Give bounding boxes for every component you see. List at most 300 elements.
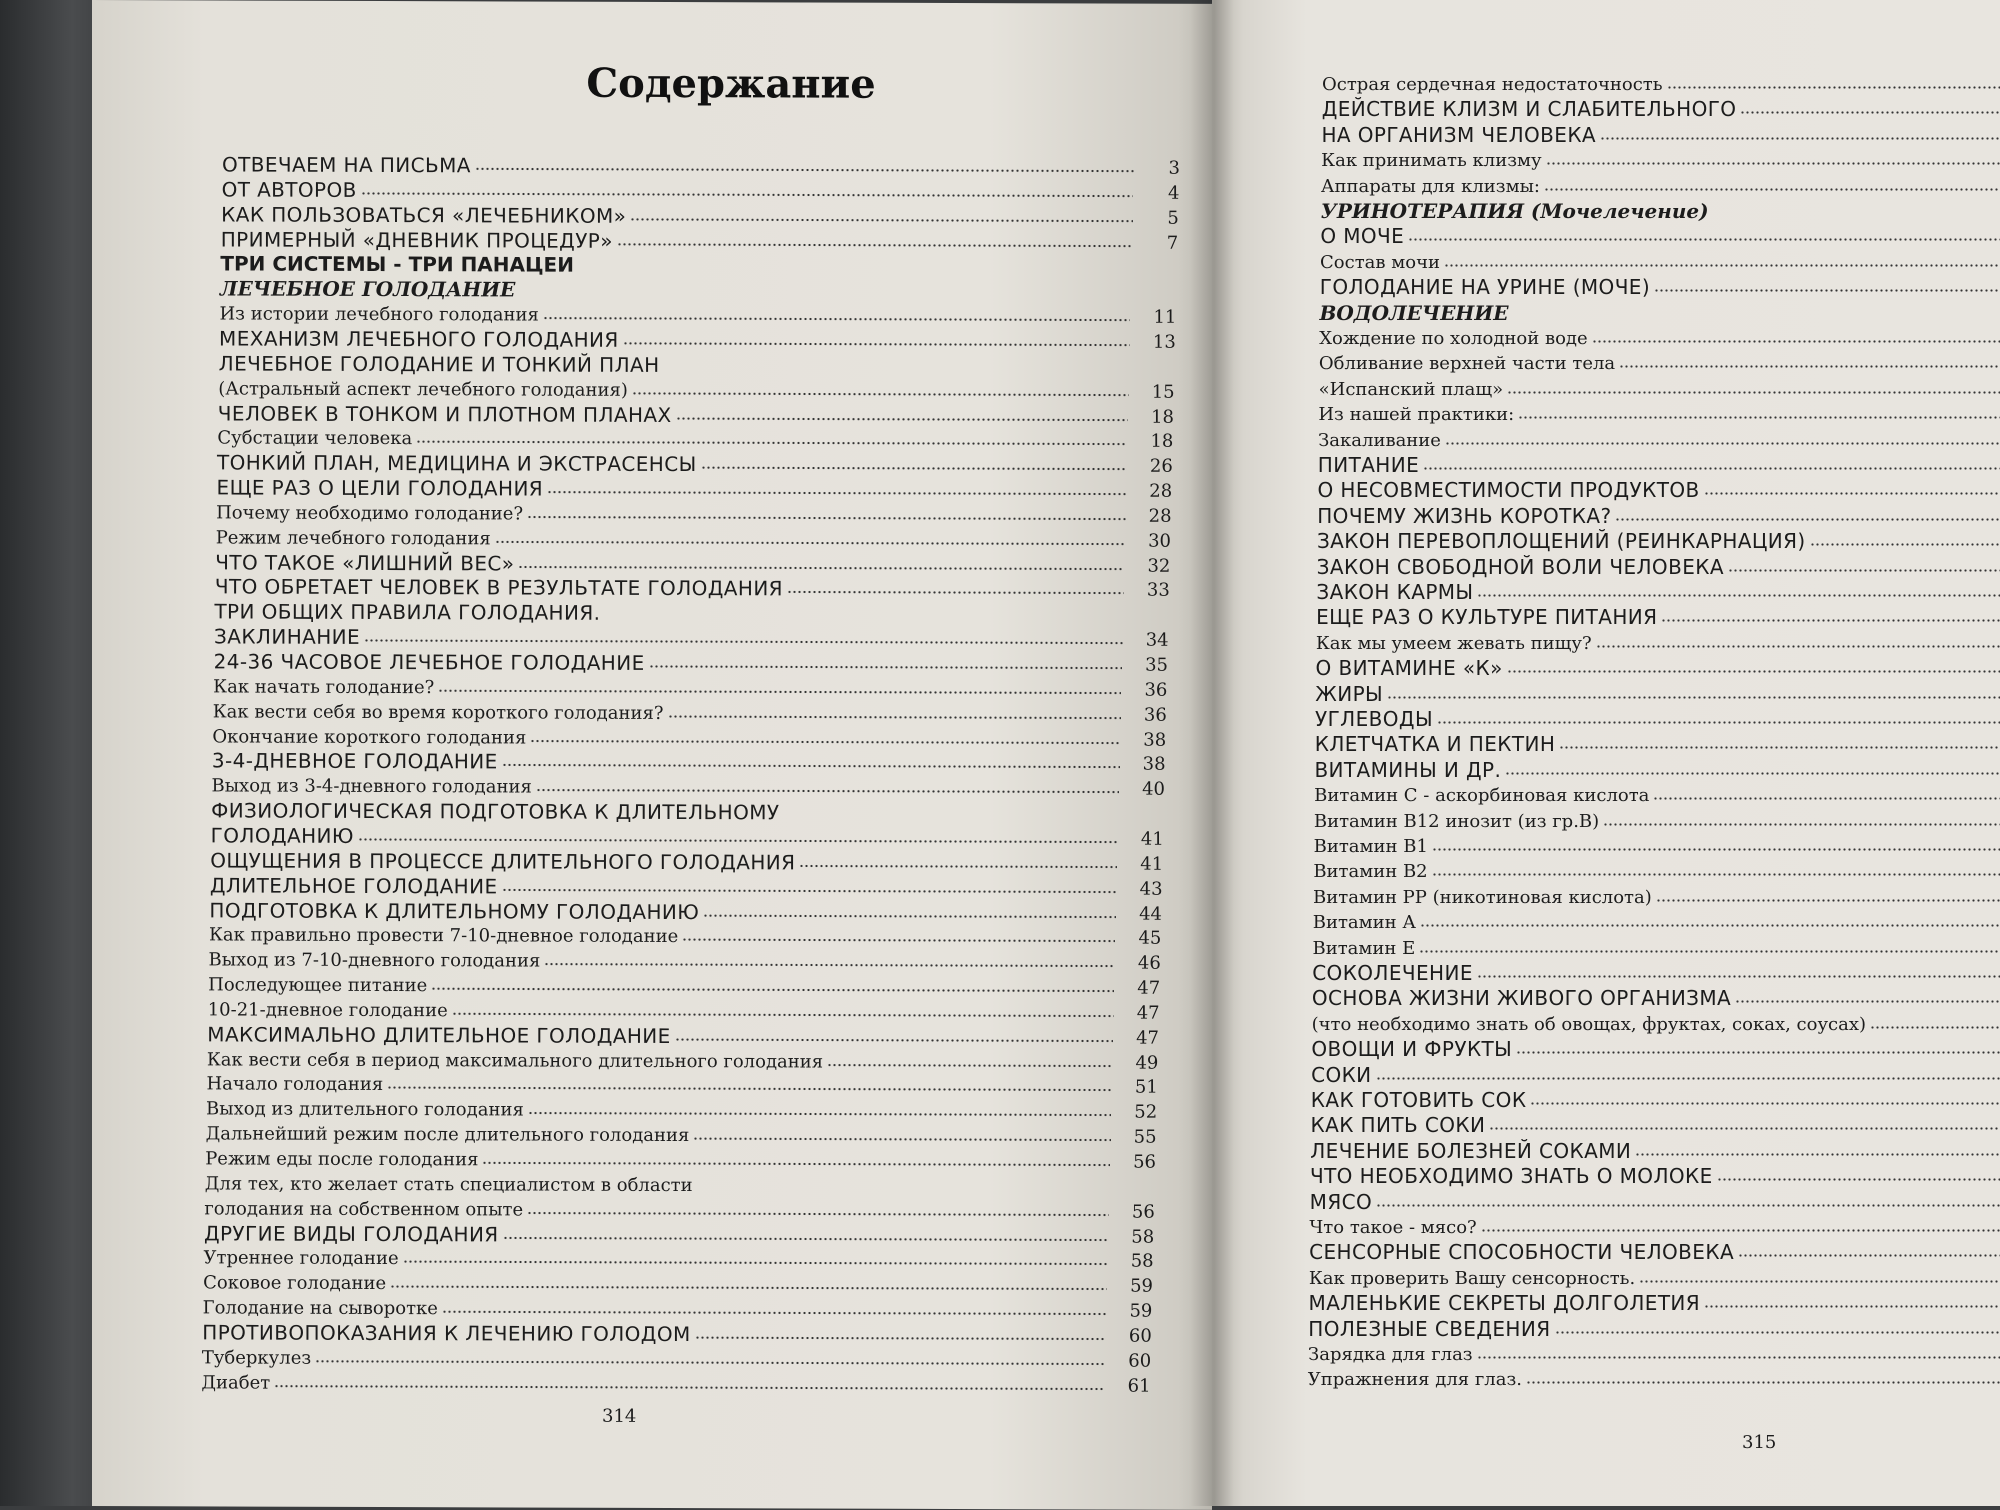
toc-entry <box>1311 1033 2000 1059</box>
toc-entry-page: 56 <box>1110 1154 1156 1172</box>
toc-entry-title: голодания на собственном опыте <box>204 1200 527 1219</box>
toc-entry-title: Субстации человека <box>217 430 416 449</box>
dot-leader <box>1530 1092 2000 1106</box>
toc-entry-title: УРИНОТЕРАПИЯ (Мочелечение) <box>1321 201 1713 221</box>
dot-leader <box>578 257 1132 273</box>
toc-entry <box>1313 881 2000 907</box>
dot-leader <box>358 828 1118 845</box>
toc-entry-title: Витамин С - аскорбиновая кислота <box>1314 787 1653 805</box>
dot-leader <box>1376 1194 2000 1208</box>
dot-leader <box>827 1053 1112 1068</box>
toc-entry-page: 34 <box>1123 632 1169 650</box>
dot-leader <box>1600 127 2000 141</box>
dot-leader <box>1437 711 2000 725</box>
book-gutter <box>1190 0 1234 1506</box>
dot-leader <box>1477 965 2000 979</box>
toc-entry-page: 47 <box>1113 1029 1159 1047</box>
toc-entry-page: 40 <box>1119 781 1165 799</box>
toc-entry <box>1314 805 2000 831</box>
dot-leader <box>1603 813 2000 827</box>
toc-entry-title: Окончание короткого голодания <box>212 728 530 747</box>
toc-entry-page: 51 <box>1112 1079 1158 1097</box>
dot-leader <box>1376 1067 2000 1081</box>
toc-entry-title: Витамин В12 инозит (из гр.В) <box>1314 813 1603 831</box>
dot-leader <box>1619 355 2000 369</box>
dot-leader <box>1555 1321 2000 1335</box>
toc-entry <box>1312 1008 2000 1034</box>
toc-entry-page: 56 <box>1109 1203 1155 1221</box>
dot-leader <box>1512 305 2000 319</box>
toc-entry-page: 28 <box>1126 507 1172 525</box>
toc-entry-page: 26 <box>1127 458 1173 476</box>
toc-entry-title: Как принимать клизму <box>1321 152 1545 170</box>
toc-entry-title: Витамин В1 <box>1314 838 1432 856</box>
toc-entry-title: Голодание на сыворотке <box>203 1299 442 1318</box>
toc-entry-title: ОТВЕЧАЕМ НА ПИСЬМА <box>222 154 475 175</box>
dot-leader <box>482 1151 1110 1167</box>
toc-entry-title: МЯСО <box>1310 1192 1376 1212</box>
dot-leader <box>315 1350 1105 1367</box>
toc-entry-page: 4 <box>1133 184 1179 202</box>
toc-entry-page: 60 <box>1105 1352 1151 1370</box>
dot-leader <box>604 605 1123 621</box>
toc-entry-title: (что необходимо знать об овощах, фруктах, соках, соусах) <box>1312 1016 1870 1034</box>
dot-leader <box>431 977 1114 993</box>
toc-entry-title: ГОЛОДАНИЕ НА УРИНЕ (МОЧЕ) <box>1320 277 1654 297</box>
toc-entry-title: ОТ АВТОРОВ <box>222 179 361 199</box>
toc-entry-title: ЧТО ОБРЕТАЕТ ЧЕЛОВЕК В РЕЗУЛЬТАТЕ ГОЛОДАНИЯ <box>215 577 787 599</box>
toc-entry <box>1317 500 2000 526</box>
toc-entry <box>1311 1084 2000 1110</box>
dot-leader <box>536 779 1119 795</box>
toc-entry-title: ЛЕЧЕНИЕ БОЛЕЗНЕЙ СОКАМИ <box>1310 1141 1635 1161</box>
toc-entry-title: Как вести себя во время короткого голодания? <box>213 703 668 723</box>
toc-entry-page: 13 <box>1130 334 1176 352</box>
toc-entry-title: ЗАКОН СВОБОДНОЙ ВОЛИ ЧЕЛОВЕКА <box>1317 557 1728 577</box>
toc-entry-title: Дальнейший режим после длительного голодания <box>206 1126 694 1146</box>
toc-entry-title: МАЛЕНЬКИЕ СЕКРЕТЫ ДОЛГОЛЕТИЯ <box>1309 1293 1705 1313</box>
dot-leader <box>495 530 1125 546</box>
dot-leader <box>1661 609 2000 623</box>
dot-leader <box>1704 1295 2000 1309</box>
toc-entry-title: Хождение по холодной воде <box>1319 330 1591 348</box>
toc-entry <box>1311 1109 2000 1135</box>
toc-entry <box>1309 1262 2000 1288</box>
toc-entry-title: Из нашей практики: <box>1318 406 1518 424</box>
toc-entry-title: ЗАКОН КАРМЫ <box>1316 582 1477 602</box>
toc-entry-title: Острая сердечная недостаточность <box>1322 76 1667 94</box>
dot-leader <box>787 581 1124 596</box>
toc-entry-page: 55 <box>1111 1129 1157 1147</box>
dot-leader <box>1423 457 2000 471</box>
dot-leader <box>1518 406 2000 420</box>
dot-leader <box>387 1076 1112 1093</box>
toc-entry-title: Выход из 7-10-дневного голодания <box>209 952 545 971</box>
dot-leader <box>547 481 1126 497</box>
toc-entry <box>1322 68 2000 94</box>
toc-entry-title: Режим лечебного голодания <box>216 529 495 548</box>
dot-leader <box>1505 762 2000 776</box>
toc-entry-page: 38 <box>1120 756 1166 774</box>
toc-entry-title: Витамин В2 <box>1313 863 1431 881</box>
dot-leader <box>783 805 1118 820</box>
toc-entry <box>1317 551 2000 577</box>
toc-entry-page: 46 <box>1115 955 1161 973</box>
dot-leader <box>502 754 1120 770</box>
toc-entry <box>1308 1313 2000 1339</box>
toc-entry-page: 7 <box>1132 234 1178 252</box>
right-page <box>1212 0 2000 1506</box>
toc-entry <box>1322 93 2000 119</box>
dot-leader <box>676 407 1128 423</box>
dot-leader <box>528 1102 1111 1118</box>
toc-entry-title: Аппараты для клизмы: <box>1321 178 1544 196</box>
toc-entry-title: Витамин РР (никотиновая кислота) <box>1313 889 1656 907</box>
dot-leader <box>695 1326 1106 1341</box>
toc-entry-page: 11 <box>1130 309 1176 327</box>
dot-leader <box>1740 101 2000 115</box>
toc-entry-page: 47 <box>1114 980 1160 998</box>
dot-leader <box>416 430 1127 446</box>
dot-leader <box>1507 660 2000 674</box>
dot-leader <box>1738 1244 2000 1258</box>
toc-left <box>92 0 1212 1510</box>
toc-entry-title: Как правильно провести 7-10-дневное голодание <box>209 927 682 947</box>
toc-entry <box>1309 1287 2000 1313</box>
toc-entry-title: Как начать голодание? <box>213 678 438 697</box>
toc-entry-title: О НЕСОВМЕСТИМОСТИ ПРОДУКТОВ <box>1318 480 1704 500</box>
toc-entry-title: Для тех, кто желает стать специалистом в области <box>205 1175 697 1195</box>
toc-entry <box>1314 830 2000 856</box>
toc-entry <box>1309 1211 2000 1237</box>
toc-entry-page: 18 <box>1128 408 1174 426</box>
toc-entry-title: ТОНКИЙ ПЛАН, МЕДИЦИНА И ЭКСТРАСЕНСЫ <box>217 453 701 475</box>
toc-entry-page: 58 <box>1108 1253 1154 1271</box>
toc-entry-title: Что такое - мясо? <box>1309 1219 1480 1237</box>
toc-entry-title: Закаливание <box>1318 432 1445 450</box>
toc-entry-page: 45 <box>1115 930 1161 948</box>
dot-leader <box>701 456 1127 471</box>
toc-entry-title: КЛЕТЧАТКА И ПЕКТИН <box>1315 734 1560 754</box>
toc-entry <box>1316 576 2000 602</box>
toc-entry-title: Состав мочи <box>1320 254 1444 272</box>
toc-entry-title: Из истории лечебного голодания <box>219 306 542 325</box>
dot-leader <box>530 729 1120 745</box>
dot-leader <box>668 705 1121 721</box>
dot-leader <box>1559 736 2000 750</box>
toc-entry-page: 18 <box>1127 433 1173 451</box>
dot-leader <box>1656 889 2000 903</box>
toc-entry <box>1316 652 2000 678</box>
toc-entry-title: ПИТАНИЕ <box>1318 455 1423 475</box>
dot-leader <box>1667 76 2000 90</box>
toc-entry <box>1317 525 2000 551</box>
toc-entry-page: 28 <box>1126 483 1172 501</box>
dot-leader <box>1489 1117 2000 1131</box>
toc-entry <box>1321 195 2000 221</box>
left-page <box>92 0 1212 1510</box>
dot-leader <box>403 1250 1108 1266</box>
dot-leader <box>1704 482 2000 496</box>
dot-leader <box>1432 838 2000 852</box>
dot-leader <box>1445 432 2000 446</box>
toc-entry <box>1319 347 2000 373</box>
toc-entry <box>1314 779 2000 805</box>
toc-entry-page: 41 <box>1118 831 1164 849</box>
dot-leader <box>1420 914 2000 928</box>
dot-leader <box>623 332 1130 348</box>
toc-entry-title: ЕЩЕ РАЗ О КУЛЬТУРЕ ПИТАНИЯ <box>1316 607 1661 627</box>
toc-entry-title: ЕЩЕ РАЗ О ЦЕЛИ ГОЛОДАНИЯ <box>217 477 548 498</box>
toc-entry <box>1310 1160 2000 1186</box>
toc-entry-title: ПОДГОТОВКА К ДЛИТЕЛЬНОМУ ГОЛОДАНИЮ <box>209 900 703 922</box>
toc-entry-title: КАК ГОТОВИТЬ СОК <box>1311 1090 1531 1110</box>
toc-entry-title: КАК ПИТЬ СОКИ <box>1311 1115 1490 1135</box>
toc-entry-title: Туберкулез <box>202 1349 315 1367</box>
dot-leader <box>1592 330 2000 344</box>
toc-entry-title: Упражнения для глаз. <box>1308 1371 1526 1389</box>
toc-entry <box>1320 246 2000 272</box>
toc-entry-page: 36 <box>1121 681 1167 699</box>
dot-leader <box>1717 1168 2000 1182</box>
toc-entry-title: МАКСИМАЛЬНО ДЛИТЕЛЬНОЕ ГОЛОДАНИЕ <box>207 1024 674 1046</box>
dot-leader <box>1870 1016 2000 1030</box>
toc-entry <box>1320 220 2000 246</box>
toc-entry-title: СОКИ <box>1311 1065 1375 1085</box>
dot-leader <box>693 1127 1110 1142</box>
toc-entry <box>1315 678 2000 704</box>
toc-entry-page: 33 <box>1124 582 1170 600</box>
toc-entry-title: ГОЛОДАНИЮ <box>211 825 358 846</box>
toc-entry-title: ДРУГИЕ ВИДЫ ГОЛОДАНИЯ <box>204 1223 503 1244</box>
toc-entry <box>1315 728 2000 754</box>
toc-entry <box>1318 398 2000 424</box>
toc-entry-title: О МОЧЕ <box>1320 226 1408 246</box>
dot-leader <box>649 655 1122 671</box>
toc-entry <box>201 1366 1150 1395</box>
toc-entry-page: 60 <box>1106 1327 1152 1345</box>
toc-entry-title: ЧТО ТАКОЕ «ЛИШНИЙ ВЕС» <box>215 552 518 573</box>
dot-leader <box>664 357 1130 373</box>
toc-entry <box>1316 627 2000 653</box>
toc-entry <box>1312 957 2000 983</box>
dot-leader <box>1728 559 2000 573</box>
toc-entry <box>1312 982 2000 1008</box>
toc-entry <box>1321 119 2000 145</box>
toc-entry-page: 38 <box>1120 731 1166 749</box>
toc-entry <box>1320 271 2000 297</box>
dot-leader <box>617 232 1132 248</box>
dot-leader <box>682 928 1115 944</box>
toc-entry-title: ДЛИТЕЛЬНОЕ ГОЛОДАНИЕ <box>210 875 502 896</box>
toc-entry-title: Диабет <box>201 1374 274 1392</box>
dot-leader <box>1516 1041 2000 1055</box>
toc-entry-title: ВОДОЛЕЧЕНИЕ <box>1319 303 1512 323</box>
dot-leader <box>1713 203 2000 217</box>
toc-entry <box>1310 1186 2000 1212</box>
dot-leader <box>502 878 1117 894</box>
dot-leader <box>1546 152 2000 166</box>
toc-entry-title: Обливание верхней части тела <box>1319 355 1619 373</box>
toc-entry <box>1315 703 2000 729</box>
dot-leader <box>475 157 1134 173</box>
dot-leader <box>1526 1371 2000 1385</box>
dot-leader <box>1653 787 2000 801</box>
dot-leader <box>630 208 1133 224</box>
toc-entry-title: ОСНОВА ЖИЗНИ ЖИВОГО ОРГАНИЗМА <box>1312 988 1735 1008</box>
dot-leader <box>519 282 1131 298</box>
toc-entry-title: ОЩУЩЕНИЯ В ПРОЦЕССЕ ДЛИТЕЛЬНОГО ГОЛОДАНИЯ <box>210 850 799 872</box>
toc-entry <box>1318 474 2000 500</box>
dot-leader <box>1387 686 2000 700</box>
toc-entry-title: СЕНСОРНЫЕ СПОСОБНОСТИ ЧЕЛОВЕКА <box>1309 1242 1738 1262</box>
toc-entry-title: ТРИ ОБЩИХ ПРАВИЛА ГОЛОДАНИЯ. <box>214 602 604 623</box>
toc-entry <box>1316 601 2000 627</box>
toc-right <box>1212 0 2000 1506</box>
toc-entry <box>1310 1135 2000 1161</box>
toc-entry-page: 61 <box>1105 1377 1151 1395</box>
dot-leader <box>1481 1219 2000 1233</box>
dot-leader <box>1432 863 2000 877</box>
toc-entry-page: 35 <box>1122 657 1168 675</box>
toc-entry-title: Как вести себя в период максимального длительного голодания <box>207 1051 827 1071</box>
toc-entry-page: 32 <box>1124 557 1170 575</box>
toc-entry-title: ЧЕЛОВЕК В ТОНКОМ И ПЛОТНОМ ПЛАНАХ <box>218 403 676 425</box>
dot-leader <box>1408 228 2000 242</box>
toc-entry-title: ПОЧЕМУ ЖИЗНЬ КОРОТКА? <box>1317 506 1615 526</box>
page-number-left: 314 <box>602 1406 636 1427</box>
dot-leader <box>675 1028 1113 1044</box>
toc-entry-title: ЛЕЧЕБНОЕ ГОЛОДАНИЕ И ТОНКИЙ ПЛАН <box>219 353 664 375</box>
toc-entry-title: ЗАКОН ПЕРЕВОПЛОЩЕНИЙ (РЕИНКАРНАЦИЯ) <box>1317 531 1810 551</box>
dot-leader <box>503 1226 1109 1242</box>
toc-entry-page: 59 <box>1107 1278 1153 1296</box>
dot-leader <box>1639 1270 2000 1284</box>
dot-leader <box>1615 508 2000 522</box>
toc-entry-title: ЖИРЫ <box>1315 684 1387 704</box>
dot-leader <box>1810 533 2000 547</box>
toc-entry-page: 52 <box>1111 1104 1157 1122</box>
dot-leader <box>544 953 1114 969</box>
dot-leader <box>452 1002 1114 1018</box>
toc-entry-page: 41 <box>1117 855 1163 873</box>
dot-leader <box>1654 279 2000 293</box>
dot-leader <box>361 182 1134 199</box>
dot-leader <box>1635 1143 2000 1157</box>
page-number-right: 315 <box>1742 1432 1776 1453</box>
toc-entry-title: 3-4-ДНЕВНОЕ ГОЛОДАНИЕ <box>212 751 502 772</box>
toc-entry-title: Витамин А <box>1313 914 1420 932</box>
toc-entry-title: ПРОТИВОПОКАЗАНИЯ К ЛЕЧЕНИЮ ГОЛОДОМ <box>202 1322 694 1344</box>
toc-entry-title: КАК ПОЛЬЗОВАТЬСЯ «ЛЕЧЕБНИКОМ» <box>221 204 630 225</box>
toc-entry-page: 49 <box>1112 1054 1158 1072</box>
toc-entry-title: Режим еды после голодания <box>205 1150 482 1169</box>
toc-entry-title: Начало голодания <box>206 1076 387 1095</box>
page-title: Содержание <box>506 59 956 108</box>
dot-leader <box>632 382 1129 398</box>
toc-entry <box>1312 932 2000 958</box>
dot-leader <box>1596 635 2000 649</box>
toc-entry-title: ОВОЩИ И ФРУКТЫ <box>1311 1039 1516 1059</box>
dot-leader <box>390 1275 1107 1292</box>
dot-leader <box>703 904 1116 919</box>
toc-entry-page: 36 <box>1121 706 1167 724</box>
toc-entry <box>1311 1059 2000 1085</box>
toc-entry-page: 5 <box>1133 209 1179 227</box>
toc-entry-title: ЧТО НЕОБХОДИМО ЗНАТЬ О МОЛОКЕ <box>1310 1166 1717 1186</box>
dot-leader <box>1507 381 2000 395</box>
toc-entry-page: 43 <box>1117 880 1163 898</box>
dot-leader <box>518 555 1124 571</box>
dot-leader <box>1544 178 2000 192</box>
dot-leader <box>1419 940 2000 954</box>
dot-leader <box>364 629 1123 646</box>
toc-entry-title: «Испанский плащ» <box>1319 381 1507 399</box>
toc-entry-page: 30 <box>1125 532 1171 550</box>
toc-entry-page: 47 <box>1114 1004 1160 1022</box>
toc-entry <box>1308 1363 2000 1389</box>
dot-leader <box>543 307 1131 323</box>
toc-entry-title: НА ОРГАНИЗМ ЧЕЛОВЕКА <box>1321 125 1600 145</box>
toc-entry-title: О ВИТАМИНЕ «К» <box>1316 658 1507 678</box>
toc-entry-title: Выход из 3-4-дневного голодания <box>212 778 536 797</box>
dot-leader <box>1477 584 2000 598</box>
toc-entry-title: ДЕЙСТВИЕ КЛИЗМ И СЛАБИТЕЛЬНОГО <box>1322 99 1741 119</box>
toc-entry <box>1314 754 2000 780</box>
toc-entry-title: (Астральный аспект лечебного голодания) <box>218 380 632 399</box>
dot-leader <box>527 1201 1109 1217</box>
toc-entry-page: 44 <box>1116 905 1162 923</box>
toc-entry-title: 10-21-дневное голодание <box>208 1001 452 1020</box>
dot-leader <box>1735 990 2000 1004</box>
toc-entry <box>1318 424 2000 450</box>
toc-entry-page: 58 <box>1108 1228 1154 1246</box>
toc-entry <box>1313 855 2000 881</box>
toc-entry-title: Утреннее голодание <box>204 1250 403 1269</box>
toc-entry-title: Выход из длительного голодания <box>206 1101 528 1120</box>
toc-entry-title: Почему необходимо голодание? <box>216 504 527 523</box>
dot-leader <box>274 1374 1104 1391</box>
dot-leader <box>697 1177 1110 1192</box>
toc-entry-title: Соковое голодание <box>203 1275 390 1294</box>
toc-entry-title: ЗАКЛИНАНИЕ <box>214 627 364 648</box>
toc-entry <box>1313 906 2000 932</box>
toc-entry-title: ПРИМЕРНЫЙ «ДНЕВНИК ПРОЦЕДУР» <box>221 229 617 250</box>
toc-entry-page: 3 <box>1134 160 1180 178</box>
toc-entry-title: УГЛЕВОДЫ <box>1315 709 1437 729</box>
toc-entry-title: СОКОЛЕЧЕНИЕ <box>1312 963 1477 983</box>
dot-leader <box>1444 254 2000 268</box>
toc-entry-title: Витамин Е <box>1312 940 1419 958</box>
toc-entry <box>1319 297 2000 323</box>
toc-entry-page: 15 <box>1129 383 1175 401</box>
dot-leader <box>527 505 1125 521</box>
toc-entry-title: ЛЕЧЕБНОЕ ГОЛОДАНИЕ <box>220 279 520 300</box>
toc-entry <box>1321 170 2000 196</box>
toc-entry-title: Как мы умеем жевать пищу? <box>1316 635 1596 653</box>
toc-entry <box>1309 1236 2000 1262</box>
toc-entry <box>1318 449 2000 475</box>
toc-entry-title: ФИЗИОЛОГИЧЕСКАЯ ПОДГОТОВКА К ДЛИТЕЛЬНОМУ <box>211 801 783 823</box>
toc-entry-title: 24-36 ЧАСОВОЕ ЛЕЧЕБНОЕ ГОЛОДАНИЕ <box>214 651 649 673</box>
toc-entry-title: МЕХАНИЗМ ЛЕЧЕБНОГО ГОЛОДАНИЯ <box>219 328 623 349</box>
toc-entry-page: 59 <box>1106 1303 1152 1321</box>
dot-leader <box>442 1300 1106 1316</box>
toc-entry-title: Последующее питание <box>208 976 431 995</box>
toc-entry-title: Как проверить Вашу сенсорность. <box>1309 1270 1639 1288</box>
toc-entry-title: ПОЛЕЗНЫЕ СВЕДЕНИЯ <box>1308 1319 1554 1339</box>
toc-entry <box>1321 144 2000 170</box>
